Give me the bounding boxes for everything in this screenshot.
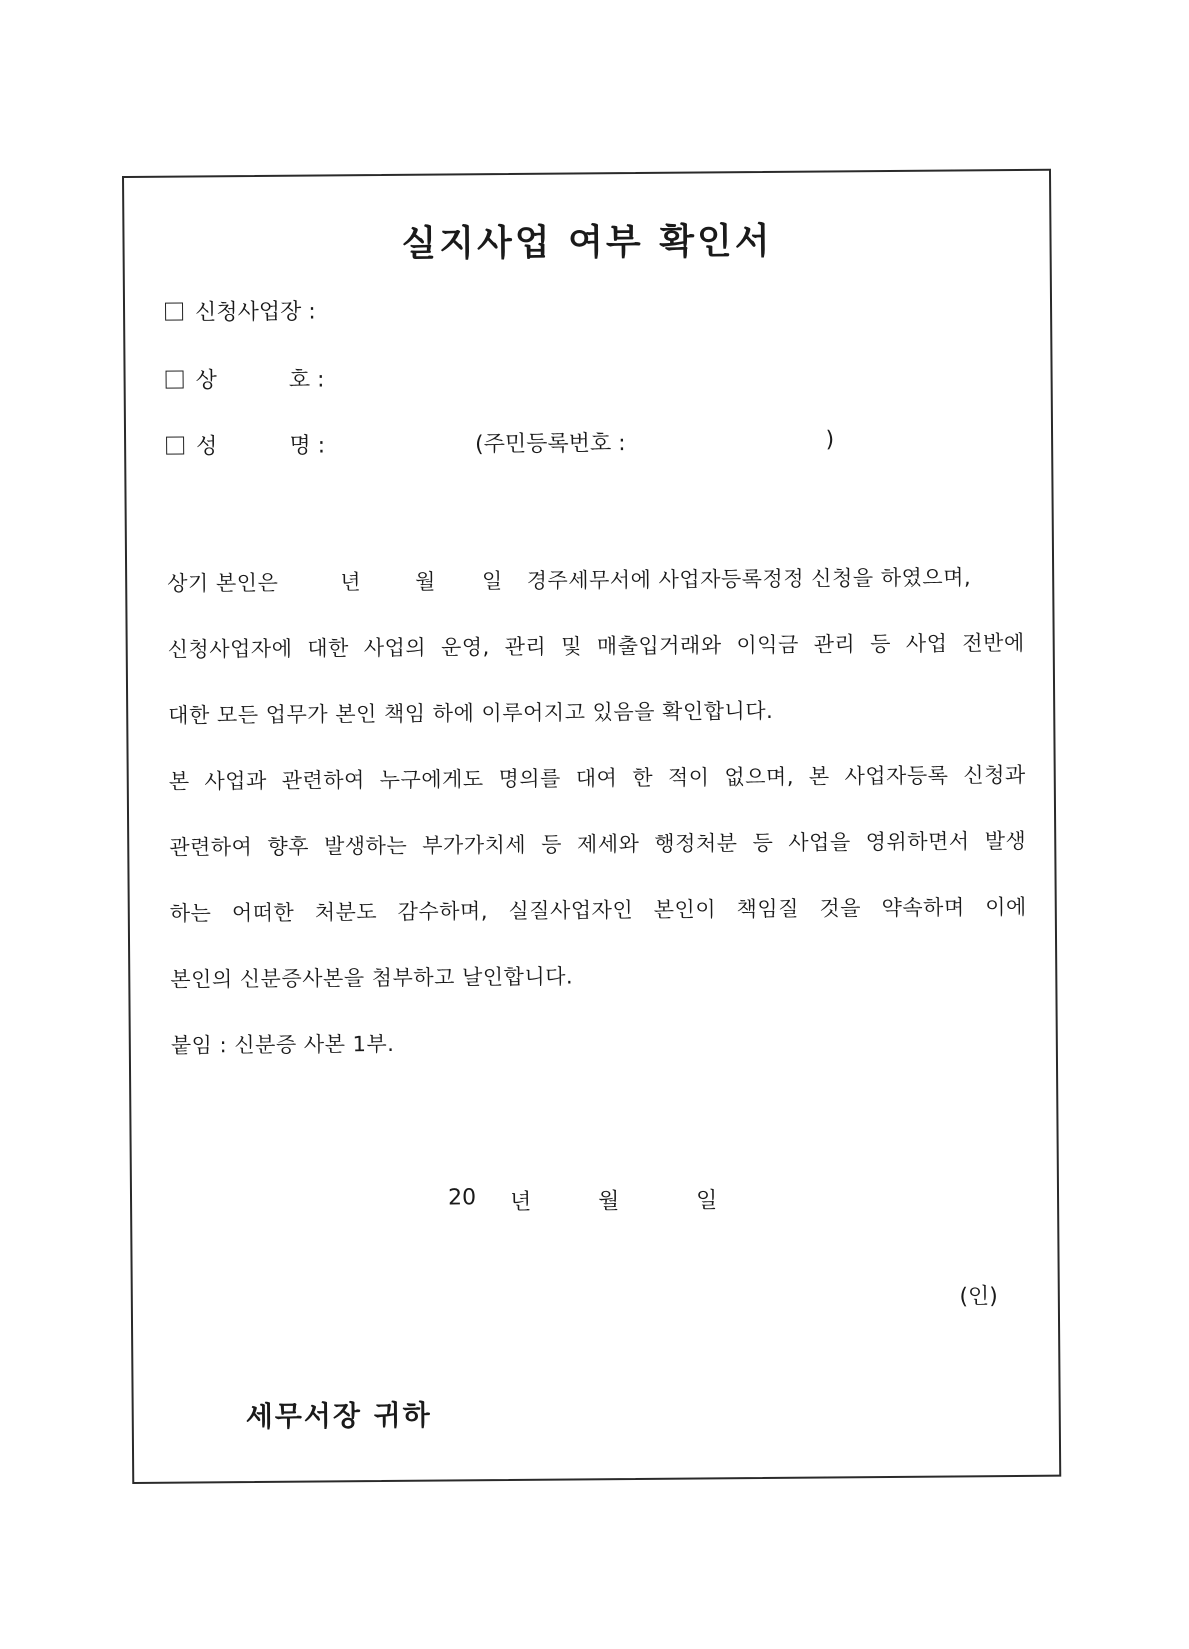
date-line (132, 1181, 1057, 1215)
body-line-6: 하는 어떠한 처분도 감수하며, 실질사업자인 본인이 책임질 것을 약속하며 이에 (169, 894, 1027, 926)
body-line-1-month: 월 (415, 569, 436, 594)
date-month: 월 (597, 1189, 620, 1215)
trade-name-label-second: 호 : (288, 367, 325, 393)
name-label-second: 명 : (289, 433, 326, 459)
body-line-3: 대한 모든 업무가 본인 책임 하에 이루어지고 있음을 확인합니다. (168, 698, 774, 728)
trade-name-field (165, 362, 324, 394)
body-line-1-year: 년 (340, 570, 362, 595)
body-line-7: 본인의 신분증사본을 첨부하고 날인합니다. (170, 964, 574, 992)
resident-number-close: ) (825, 427, 835, 453)
trade-name-checkbox[interactable] (166, 370, 184, 388)
form-frame (122, 169, 1061, 1484)
body-line-1-end: 경주세무서에 사업자등록정정 신청을 하였으며, (526, 565, 972, 593)
body-line-2: 신청사업자에 대한 사업의 운영, 관리 및 매출입거래와 이익금 관리 등 사업 전반에 (167, 630, 1025, 662)
body-line-5: 관련하여 향후 발생하는 부가가치세 등 제세와 행정처분 등 사업을 영위하면서 발생 (169, 828, 1027, 860)
body-line-4: 본 사업과 관련하여 누구에게도 명의를 대여 한 적이 없으며, 본 사업자등록 신청과 (168, 762, 1026, 794)
business-place-checkbox[interactable] (165, 302, 183, 320)
document-title: 실지사업 여부 확인서 (401, 219, 773, 265)
body-line-1-day: 일 (481, 569, 503, 594)
trade-name-label-first: 상 (195, 368, 217, 394)
business-place-label: 신청사업장 : (194, 299, 316, 326)
body-line-1 (167, 561, 1024, 598)
name-label-first: 성 (196, 434, 218, 460)
resident-number-label: (주민등록번호 : (474, 431, 626, 458)
date-day: 일 (695, 1188, 718, 1214)
name-field (166, 424, 834, 460)
name-checkbox[interactable] (166, 436, 184, 454)
business-place-field (165, 294, 316, 326)
addressee: 세무서장 귀하 (245, 1398, 432, 1434)
attachment-line: 붙임 : 신분증 사본 1부. (170, 1031, 395, 1058)
body-line-1-start: 상기 본인은 (167, 570, 279, 596)
date-century: 20 (447, 1185, 477, 1211)
seal-mark: (인) (959, 1284, 998, 1310)
date-year: 년 (509, 1189, 532, 1215)
